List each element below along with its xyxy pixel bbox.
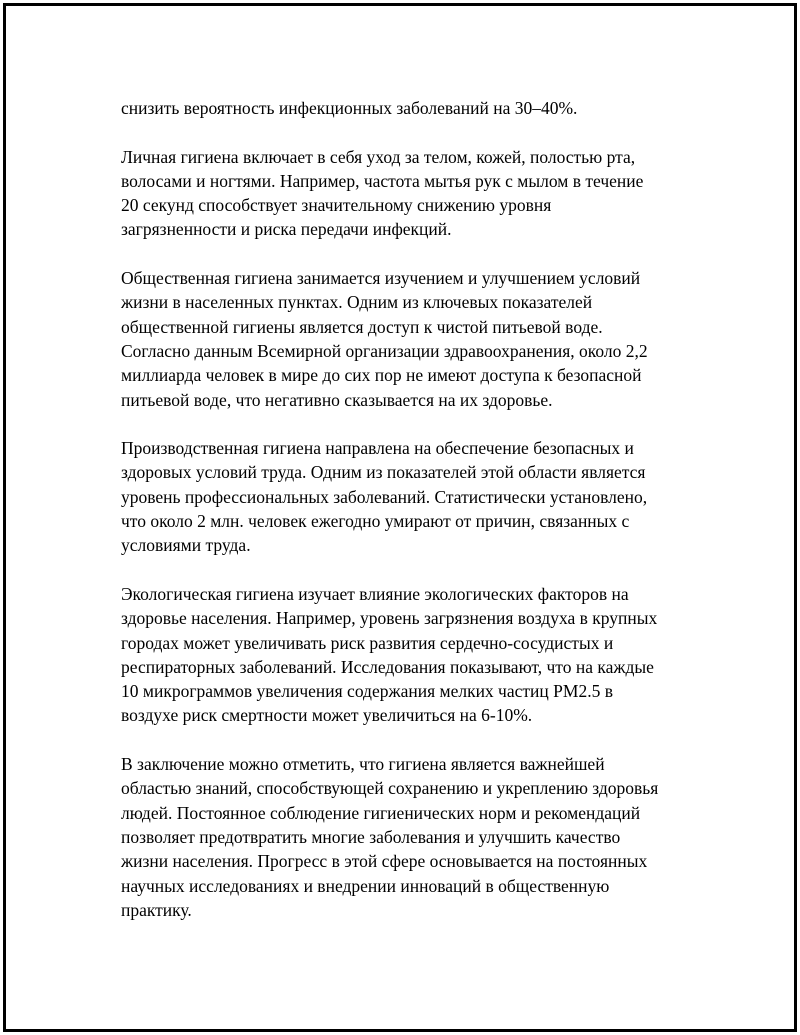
paragraph-conclusion: В заключение можно отметить, что гигиена является важнейшей областью знаний, способствующей сохранению и укреплению здоровья людей. Постоянное соблюдение гигиенических норм и рекомендаций позволяет предотвратить многие заболевания и улучшить качество жизни населения. Прогресс в этой сфере основывается на постоянных научных исследованиях и внедрении инноваций в общественную практику. (121, 754, 659, 920)
document-body (121, 96, 711, 946)
paragraph-personal-hygiene: Личная гигиена включает в себя уход за телом, кожей, полостью рта, волосами и ногтями. Например, частота мытья рук с мылом в течение 20 секунд способствует значительному снижению уровня загрязненности и риска передачи инфекций. (121, 146, 644, 240)
paragraph-public-hygiene: Общественная гигиена занимается изучением и улучшением условий жизни в населенных пунктах. Одним из ключевых показателей общественной гигиены является доступ к чистой питьевой воде. Согласно данным Всемирной организации здравоохранения, около 2,2 миллиарда человек в мире до сих пор не имеют доступа к безопасной питьевой воде, что негативно сказывается на их здоровье. (121, 268, 648, 410)
document-page (3, 3, 797, 1032)
paragraph-occupational-hygiene: Производственная гигиена направлена на обеспечение безопасных и здоровых условий труда. Одним из показателей этой области является уровень профессиональных заболеваний. Статистически установлено, что около 2 млн. человек ежегодно умирают от причин, связанных с условиями труда. (121, 438, 648, 556)
paragraph-environmental-hygiene: Экологическая гигиена изучает влияние экологических факторов на здоровье населения. Например, уровень загрязнения воздуха в крупных городах может увеличивать риск развития сердечно-сосудистых и респираторных заболеваний. Исследования показывают, что на каждые 10 микрограммов увеличения содержания мелких частиц PM2.5 в воздухе риск смертности может увеличиться на 6-10%. (121, 583, 658, 726)
paragraph-infection-risk: снизить вероятность инфекционных заболеваний на 30–40%. (121, 98, 578, 118)
